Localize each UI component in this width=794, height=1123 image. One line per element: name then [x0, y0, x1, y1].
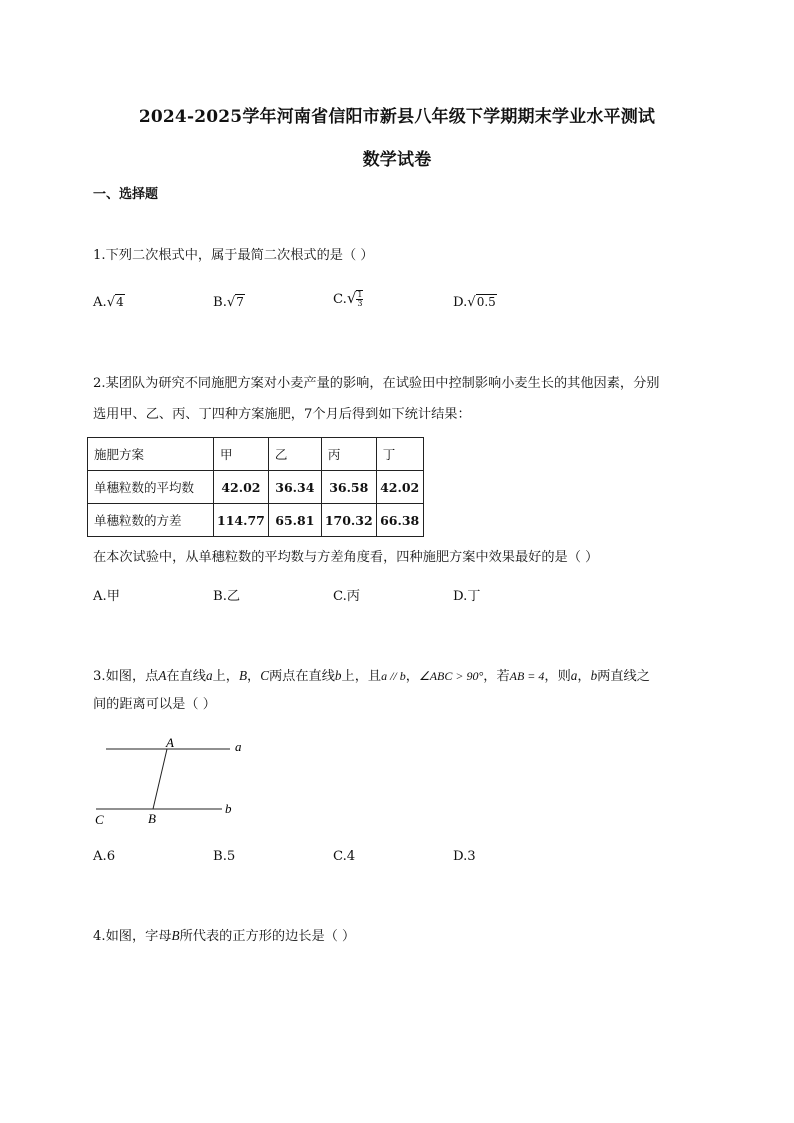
- q1-option-c-label: C.: [333, 292, 347, 307]
- fraction-numerator: 1: [357, 290, 363, 299]
- exam-title: 2024-2025学年河南省信阳市新县八年级下学期期末学业水平测试: [138, 107, 656, 127]
- line-b-label: b: [225, 801, 232, 816]
- q3-option-c: C.4: [333, 849, 356, 864]
- math-var: a: [570, 668, 578, 683]
- math-var: b: [334, 668, 342, 683]
- question-2-stem-line1: 2.某团队为研究不同施肥方案对小麦产量的影响，在试验田中控制影响小麦生长的其他因素，分别: [93, 376, 660, 391]
- table-header-cell: 丁: [376, 438, 423, 471]
- table-cell: 114.77: [214, 504, 269, 537]
- q1-option-a-radicand: 4: [116, 295, 124, 309]
- q1-option-d: [453, 292, 497, 313]
- table-header-cell: 甲: [214, 438, 269, 471]
- math-expression: ∠ABC > 90°: [418, 669, 484, 683]
- question-1-stem: 1.下列二次根式中，属于最简二次根式的是（ ）: [93, 248, 374, 263]
- table-cell: 42.02: [214, 471, 269, 504]
- q2-option-b: B.乙: [213, 589, 241, 604]
- table-row-label: 单穗粒数的方差: [88, 504, 214, 537]
- table-cell: 170.32: [321, 504, 376, 537]
- table-header-cell: 乙: [268, 438, 321, 471]
- table-cell: 36.34: [268, 471, 321, 504]
- table-header-row: [88, 438, 424, 471]
- text-part: 所代表的正方形的边长是（ ）: [179, 929, 356, 944]
- text-part: 两直线之: [597, 669, 650, 684]
- question-2-stem-line2: 选用甲、乙、丙、丁四种方案施肥，7个月后得到如下统计结果：: [93, 407, 471, 422]
- table-row-label: 单穗粒数的平均数: [88, 471, 214, 504]
- table-row: [88, 504, 424, 537]
- text-part: ，: [577, 669, 591, 684]
- q3-option-d: D.3: [453, 849, 476, 864]
- math-var: C: [260, 668, 269, 683]
- q2-option-c: C.丙: [333, 589, 360, 604]
- text-part: ，: [405, 669, 419, 684]
- q1-option-a: [93, 292, 125, 313]
- q1-option-c-fraction: [356, 290, 363, 308]
- math-var: B: [171, 928, 180, 943]
- table-cell: 66.38: [376, 504, 423, 537]
- fertilizer-results-table: [87, 437, 424, 537]
- sqrt-symbol: √7: [226, 295, 244, 310]
- parallel-lines-figure: [88, 735, 268, 830]
- sqrt-symbol: √0.5: [467, 295, 496, 310]
- table-row: [88, 471, 424, 504]
- text-part: ，: [247, 669, 261, 684]
- math-expression: a // b: [381, 669, 406, 683]
- point-c-label: C: [95, 812, 104, 827]
- q1-option-b-label: B.: [213, 295, 227, 310]
- math-var: B: [238, 668, 247, 683]
- sqrt-symbol: √4: [106, 295, 124, 310]
- table-cell: 65.81: [268, 504, 321, 537]
- text-part: 4.如图，字母: [93, 929, 172, 944]
- table-cell: 36.58: [321, 471, 376, 504]
- q2-option-d: D.丁: [453, 589, 481, 604]
- table-cell: 42.02: [376, 471, 423, 504]
- q1-option-c: [333, 288, 363, 310]
- text-part: 上，且: [341, 669, 382, 684]
- math-var: b: [590, 668, 598, 683]
- question-3-stem-line2: 间的距离可以是（ ）: [93, 697, 216, 712]
- q3-option-b: B.5: [213, 849, 236, 864]
- q1-option-b-radicand: 7: [236, 295, 244, 309]
- point-a-label: A: [166, 735, 174, 750]
- text-part: ，则: [544, 669, 571, 684]
- question-2-question: 在本次试验中，从单穗粒数的平均数与方差角度看，四种施肥方案中效果最好的是（ ）: [93, 550, 599, 565]
- question-3-stem-line1: [93, 666, 650, 687]
- text-part: 上，: [212, 669, 239, 684]
- line-a-label: a: [235, 739, 242, 754]
- table-header-cell: 施肥方案: [88, 438, 214, 471]
- q3-option-a: A.6: [93, 849, 116, 864]
- text-part: 在直线: [166, 669, 206, 684]
- text-part: ，若: [483, 669, 510, 684]
- fraction-denominator: 3: [357, 299, 363, 308]
- text-part: 3.如图，点: [93, 669, 159, 684]
- section-heading-choice: 一、选择题: [93, 187, 159, 202]
- math-var: A: [158, 668, 167, 683]
- q1-option-d-label: D.: [453, 295, 468, 310]
- segment-ab: [153, 749, 167, 809]
- point-b-label: B: [148, 811, 156, 826]
- q1-option-b: [213, 292, 245, 313]
- question-4-stem: [93, 926, 355, 947]
- math-expression: AB = 4: [509, 669, 545, 683]
- sqrt-symbol: √ $\frac{1}{3}$: [346, 289, 363, 308]
- text-part: 两点在直线: [268, 669, 335, 684]
- table-header-cell: 丙: [321, 438, 376, 471]
- q2-option-a: A.甲: [93, 589, 120, 604]
- math-var: a: [205, 668, 213, 683]
- exam-subtitle: 数学试卷: [362, 150, 432, 170]
- q1-option-d-radicand: 0.5: [476, 295, 496, 309]
- q1-option-a-label: A.: [93, 295, 107, 310]
